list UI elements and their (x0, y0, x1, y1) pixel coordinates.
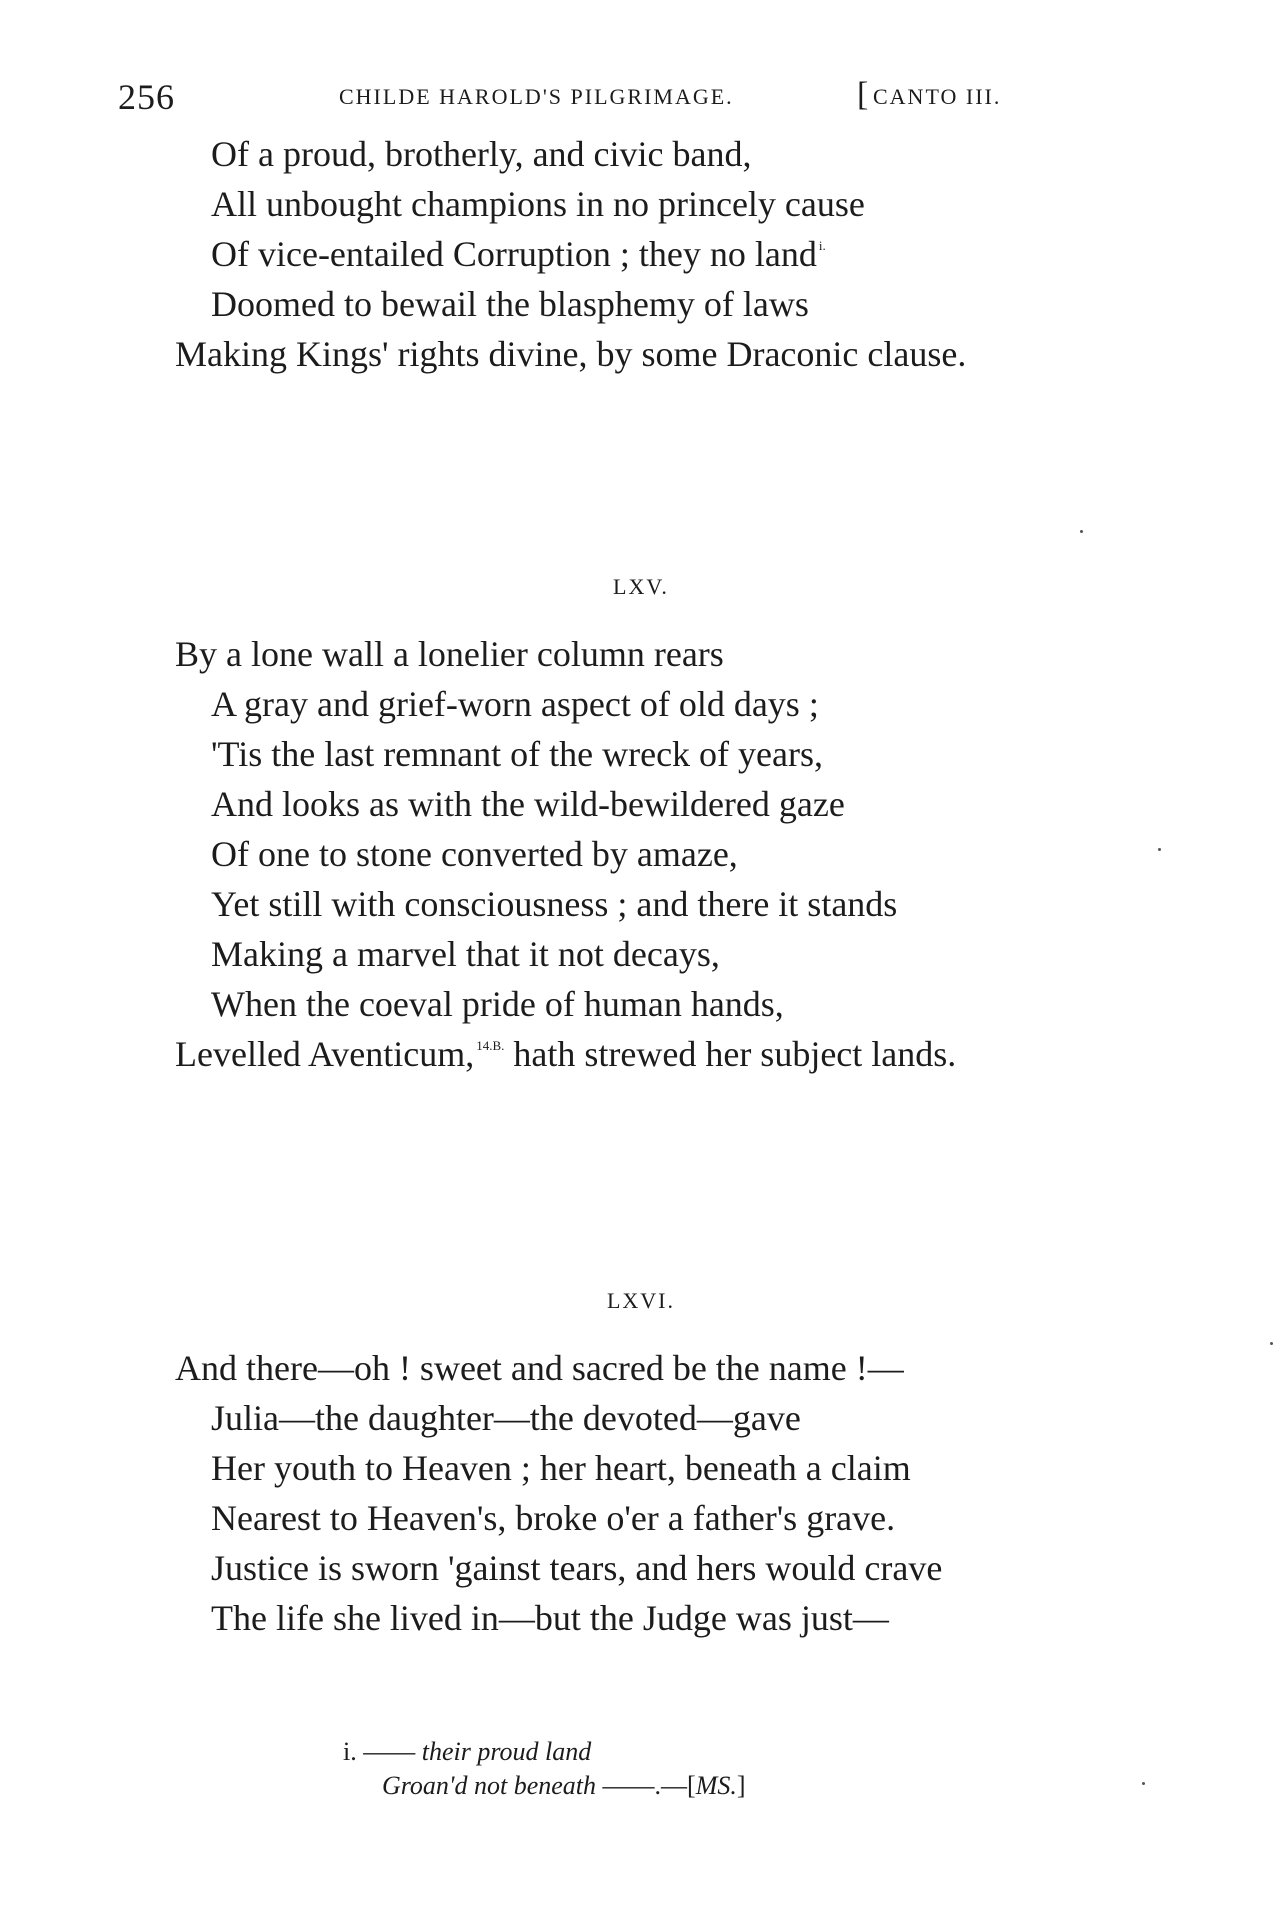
verse-line: Making Kings' rights divine, by some Draconic clause. (175, 334, 967, 374)
verse-line: Of one to stone converted by amaze, (211, 834, 738, 874)
verse-line: When the coeval pride of human hands, (211, 984, 784, 1024)
verse-line: A gray and grief-worn aspect of old days ; (211, 684, 819, 724)
manuscript-source: MS. (695, 1771, 737, 1800)
scan-speck (1080, 530, 1083, 533)
footnote-line: i. —— their proud land (343, 1737, 592, 1766)
verse-line: All unbought champions in no princely cause (211, 184, 865, 224)
footnote-marker: i. (343, 1737, 357, 1766)
verse-line: Her youth to Heaven ; her heart, beneath a claim (211, 1448, 911, 1488)
verse-line: Justice is sworn 'gainst tears, and hers would crave (211, 1548, 943, 1588)
verse-line: Making a marvel that it not decays, (211, 934, 720, 974)
verse-line: Doomed to bewail the blasphemy of laws (211, 284, 809, 324)
verse-line: Julia—the daughter—the devoted—gave (211, 1398, 801, 1438)
footnote-line: Groan'd not beneath ——.—[MS.] (382, 1771, 746, 1800)
scan-speck (1270, 1342, 1273, 1345)
note-reference: 14.B. (476, 1038, 505, 1053)
footnote-reference: i. (818, 238, 826, 253)
verse-line: Of vice-entailed Corruption ; they no land $^{i.}$ (211, 234, 826, 274)
stanza-number: LXVI. (606, 1288, 676, 1313)
canto-label: [ CANTO III. (873, 84, 1001, 110)
verse-line: And looks as with the wild-bewildered gaze (211, 784, 845, 824)
stanza-number: LXV. (613, 574, 669, 599)
verse-line: Yet still with consciousness ; and there it stands (211, 884, 898, 924)
scan-speck (1158, 848, 1161, 851)
page-header (0, 76, 1282, 126)
verse-line: And there—oh ! sweet and sacred be the name !— (175, 1348, 904, 1388)
page-number: 256 (118, 77, 175, 117)
verse-line: By a lone wall a lonelier column rears (175, 634, 724, 674)
scan-speck (1142, 1782, 1145, 1785)
verse-line: 'Tis the last remnant of the wreck of years, (211, 734, 823, 774)
verse-line: Nearest to Heaven's, broke o'er a father's grave. (211, 1498, 896, 1538)
verse-line: Of a proud, brotherly, and civic band, (211, 134, 752, 174)
verse-line: Levelled Aventicum, $^{14.B.}$ hath strewed her subject lands. (175, 1034, 957, 1074)
running-title: CHILDE HAROLD'S PILGRIMAGE. (339, 84, 734, 109)
verse-line: The life she lived in—but the Judge was just— (211, 1598, 889, 1638)
